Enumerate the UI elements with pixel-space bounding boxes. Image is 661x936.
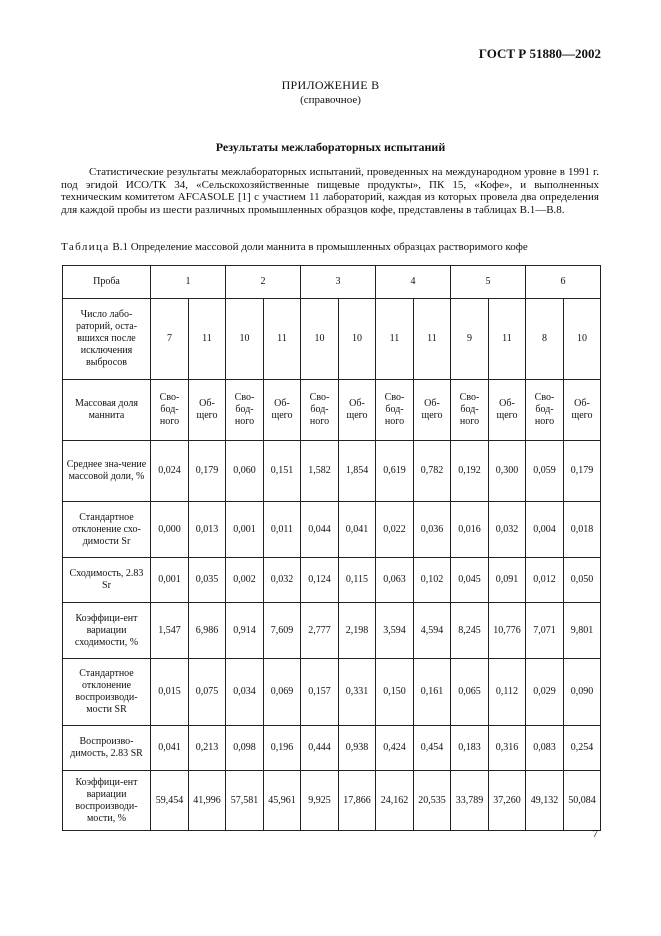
- table-cell: 0,179: [564, 441, 601, 502]
- intro-paragraph: Статистические результаты межлабораторных испытаний, проведенных на международном уровне в 1991 г. под эгидой ИСО/ТК 34, «Сельскохозяйственные пищевые продукты», ПК 15, «Кофе», и выполненных техническим комитетом AFCASOLE [1] с участием 11 лабораторий, каждая из которых провела два определения для каждой пробы из шести различных промышленных образцов кофе, представлены в таблицах В.1—В.8.: [61, 166, 599, 216]
- table-row: [63, 299, 601, 380]
- row-label: Стандартное отклонение воспроизводи-мости SR: [63, 659, 151, 726]
- table-cell: 0,213: [189, 726, 226, 771]
- table-row: [63, 558, 601, 603]
- table-cell: 0,782: [414, 441, 451, 502]
- table-cell: 11: [489, 299, 526, 380]
- table-cell: 17,866: [339, 771, 376, 831]
- table-cell: Сво-бод-ного: [226, 380, 264, 441]
- table-cell: 0,151: [264, 441, 301, 502]
- table-cell: 10: [301, 299, 339, 380]
- table-cell: Сво-бод-ного: [301, 380, 339, 441]
- table-cell: 0,083: [526, 726, 564, 771]
- table-cell: 7,071: [526, 603, 564, 659]
- table-cell: 0,069: [264, 659, 301, 726]
- table-cell: 0,115: [339, 558, 376, 603]
- table-row: [63, 380, 601, 441]
- table-cell: 0,192: [451, 441, 489, 502]
- table-row: [63, 603, 601, 659]
- table-cell: 0,098: [226, 726, 264, 771]
- table-cell: 0,619: [376, 441, 414, 502]
- corner-header: Проба: [63, 266, 151, 299]
- table-cell: Сво-бод-ного: [526, 380, 564, 441]
- table-cell: Сво-бод-ного: [151, 380, 189, 441]
- table-cell: 11: [264, 299, 301, 380]
- section-title: Результаты межлабораторных испытаний: [215, 140, 446, 154]
- table-cell: 0,004: [526, 502, 564, 558]
- table-cell: 6,986: [189, 603, 226, 659]
- row-label: Коэффици-ент вариации воспроизводи-мости, %: [63, 771, 151, 831]
- table-caption-text: Определение массовой доли маннита в промышленных образцах растворимого кофе: [130, 241, 528, 253]
- table-cell: 7: [151, 299, 189, 380]
- table-cell: 0,060: [226, 441, 264, 502]
- page-number: 7: [592, 828, 598, 840]
- table-cell: 0,124: [301, 558, 339, 603]
- table-cell: 0,001: [226, 502, 264, 558]
- table-cell: 0,300: [489, 441, 526, 502]
- table-cell: 7,609: [264, 603, 301, 659]
- table-cell: 45,961: [264, 771, 301, 831]
- table-cell: 4,594: [414, 603, 451, 659]
- table-row: [63, 441, 601, 502]
- sample-header: 3: [301, 266, 376, 299]
- table-cell: 2,198: [339, 603, 376, 659]
- table-body: [63, 266, 601, 831]
- row-label: Сходимость, 2.83 Sr: [63, 558, 151, 603]
- table-cell: 0,059: [526, 441, 564, 502]
- table-cell: 0,001: [151, 558, 189, 603]
- table-cell: 37,260: [489, 771, 526, 831]
- table-cell: 0,091: [489, 558, 526, 603]
- table-cell: 0,034: [226, 659, 264, 726]
- table-cell: 11: [414, 299, 451, 380]
- table-cell: 0,011: [264, 502, 301, 558]
- table-cell: 0,002: [226, 558, 264, 603]
- table-cell: 0,424: [376, 726, 414, 771]
- table-cell: 0,044: [301, 502, 339, 558]
- table-cell: 0,444: [301, 726, 339, 771]
- row-label: Коэффици-ент вариации сходимости, %: [63, 603, 151, 659]
- table-cell: 0,075: [189, 659, 226, 726]
- table-cell: Об-щего: [264, 380, 301, 441]
- table-cell: Об-щего: [339, 380, 376, 441]
- table-cell: 41,996: [189, 771, 226, 831]
- table-cell: Об-щего: [414, 380, 451, 441]
- table-header-row: [63, 266, 601, 299]
- table-cell: 3,594: [376, 603, 414, 659]
- table-cell: 0,161: [414, 659, 451, 726]
- table-cell: 0,016: [451, 502, 489, 558]
- table-cell: 0,254: [564, 726, 601, 771]
- table-cell: 0,032: [264, 558, 301, 603]
- table-cell: 50,084: [564, 771, 601, 831]
- table-cell: 1,547: [151, 603, 189, 659]
- sample-header: 5: [451, 266, 526, 299]
- table-cell: 0,041: [151, 726, 189, 771]
- table-row: [63, 726, 601, 771]
- table-cell: 0,454: [414, 726, 451, 771]
- table-cell: 57,581: [226, 771, 264, 831]
- table-cell: 0,041: [339, 502, 376, 558]
- table-cell: Сво-бод-ного: [376, 380, 414, 441]
- table-cell: 0,065: [451, 659, 489, 726]
- table-row: [63, 659, 601, 726]
- table-cell: 0,331: [339, 659, 376, 726]
- results-table: [62, 265, 601, 831]
- table-cell: 10: [564, 299, 601, 380]
- table-row: [63, 502, 601, 558]
- table-cell: 0,045: [451, 558, 489, 603]
- sample-header: 2: [226, 266, 301, 299]
- table-cell: Сво-бод-ного: [451, 380, 489, 441]
- table-cell: 33,789: [451, 771, 489, 831]
- table-cell: 0,938: [339, 726, 376, 771]
- table-cell: Об-щего: [189, 380, 226, 441]
- table-row: [63, 771, 601, 831]
- sample-header: 4: [376, 266, 451, 299]
- table-cell: 9,801: [564, 603, 601, 659]
- standard-code: ГОСТ Р 51880—2002: [478, 46, 601, 61]
- row-label: Число лабо-раторий, оста-вшихся после исключения выбросов: [63, 299, 151, 380]
- table-cell: 0,024: [151, 441, 189, 502]
- row-label: Среднее зна-чение массовой доли, %: [63, 441, 151, 502]
- table-cell: 11: [376, 299, 414, 380]
- table-cell: 0,013: [189, 502, 226, 558]
- table-cell: 0,316: [489, 726, 526, 771]
- table-cell: 1,582: [301, 441, 339, 502]
- table-cell: 0,157: [301, 659, 339, 726]
- row-label: Стандартное отклонение схо-димости Sr: [63, 502, 151, 558]
- table-cell: 8,245: [451, 603, 489, 659]
- table-cell: 0,018: [564, 502, 601, 558]
- appendix-title: ПРИЛОЖЕНИЕ В: [281, 78, 380, 92]
- table-cell: 0,029: [526, 659, 564, 726]
- table-cell: 0,112: [489, 659, 526, 726]
- table-cell: 0,914: [226, 603, 264, 659]
- table-cell: 0,022: [376, 502, 414, 558]
- table-cell: 59,454: [151, 771, 189, 831]
- table-cell: 0,102: [414, 558, 451, 603]
- table-cell: 0,015: [151, 659, 189, 726]
- table-cell: 0,050: [564, 558, 601, 603]
- table-cell: 10: [339, 299, 376, 380]
- table-cell: 10,776: [489, 603, 526, 659]
- table-cell: 0,183: [451, 726, 489, 771]
- table-cell: 0,179: [189, 441, 226, 502]
- table-cell: 2,777: [301, 603, 339, 659]
- table-cell: 0,032: [489, 502, 526, 558]
- row-label: Массовая доля маннита: [63, 380, 151, 441]
- table-caption-label: Таблица: [61, 241, 110, 253]
- table-cell: 0,036: [414, 502, 451, 558]
- table-cell: 10: [226, 299, 264, 380]
- table-cell: 24,162: [376, 771, 414, 831]
- table-cell: 9,925: [301, 771, 339, 831]
- row-label: Воспроизво-димость, 2.83 SR: [63, 726, 151, 771]
- table-cell: 1,854: [339, 441, 376, 502]
- table-cell: 0,196: [264, 726, 301, 771]
- table-cell: 0,063: [376, 558, 414, 603]
- table-cell: 0,090: [564, 659, 601, 726]
- table-cell: 0,012: [526, 558, 564, 603]
- table-cell: Об-щего: [564, 380, 601, 441]
- appendix-subtitle: (справочное): [300, 94, 361, 106]
- table-cell: 20,535: [414, 771, 451, 831]
- sample-header: 1: [151, 266, 226, 299]
- table-cell: 9: [451, 299, 489, 380]
- table-cell: 49,132: [526, 771, 564, 831]
- table-cell: 11: [189, 299, 226, 380]
- table-caption: [61, 241, 528, 253]
- table-cell: Об-щего: [489, 380, 526, 441]
- table-cell: 8: [526, 299, 564, 380]
- table-cell: 0,000: [151, 502, 189, 558]
- table-cell: 0,035: [189, 558, 226, 603]
- table-caption-number: В.1: [112, 241, 128, 253]
- table-cell: 0,150: [376, 659, 414, 726]
- sample-header: 6: [526, 266, 601, 299]
